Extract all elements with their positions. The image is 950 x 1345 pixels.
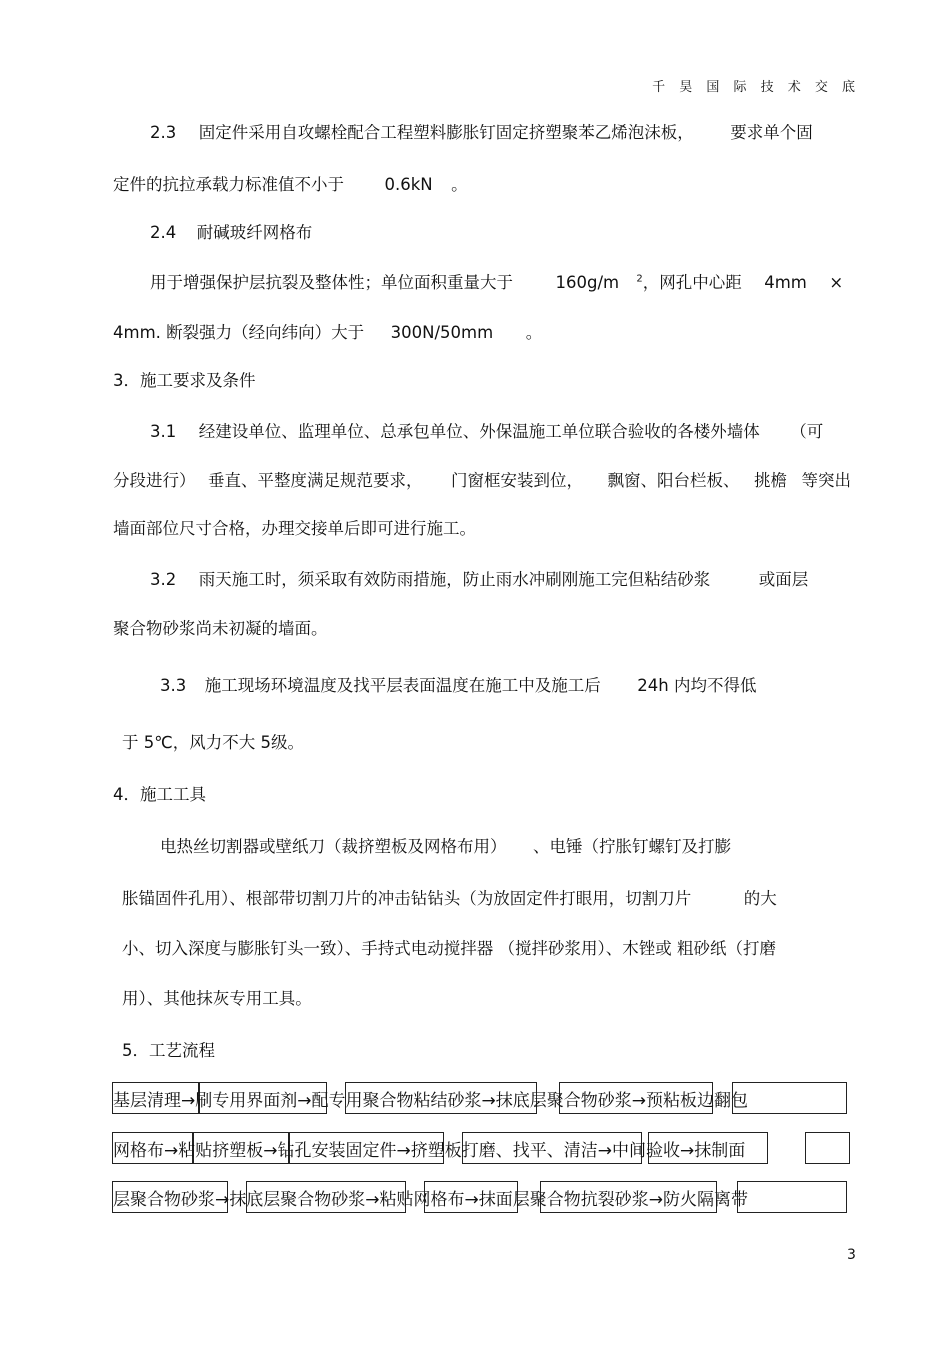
s2-3-line2 [113, 174, 468, 196]
s2-4-p2-a: 4mm. 断裂强力（经向纬向）大于 [113, 323, 365, 342]
s2-3-line1 [150, 122, 813, 144]
s3-1-line2 [113, 470, 851, 492]
header-company: 千 昊 国 际 技 术 交 底 [652, 80, 860, 95]
s2-4-p1-e: × [829, 273, 844, 292]
s4-line2 [122, 888, 777, 910]
s3-1-l2-e: 挑檐 [754, 471, 787, 490]
s3-3-l1-a: 施工现场环境温度及找平层表面温度在施工中及施工后 [204, 676, 601, 695]
s2-4-p1-a: 用于增强保护层抗裂及整体性；单位面积重量大于 [150, 273, 513, 292]
s4-line1 [160, 836, 731, 858]
s4-l2-b: 的大 [743, 889, 777, 908]
s3-1-number: 3.1 [150, 422, 177, 441]
s4-l1-a: 电热丝切割器或壁纸刀（裁挤塑板及网格布用） [160, 837, 507, 856]
s3-3-line2: 于 5℃，风力不大 5级。 [122, 733, 305, 752]
s2-4-title-line [150, 222, 312, 244]
flow-box [805, 1132, 850, 1164]
s2-4-p2-c: 。 [525, 323, 543, 342]
s3-1-l2-c: 门窗框安装到位， [451, 471, 583, 490]
s3-heading: 3．施工要求及条件 [113, 371, 256, 390]
flow-box [737, 1181, 847, 1213]
s2-4-p2-b: 300N/50mm [390, 323, 494, 342]
s3-2-l1-a: 雨天施工时，须采取有效防雨措施，防止雨水冲刷刚施工完但粘结砂浆 [198, 570, 711, 589]
s2-4-number: 2.4 [150, 223, 177, 242]
s2-4-p1-c: ，网孔中心距 [642, 273, 742, 292]
s3-1-l2-a: 分段进行） [113, 471, 196, 490]
s3-3-line1 [160, 675, 756, 697]
s2-3-text-a: 固定件采用自攻螺栓配合工程塑料膨胀钉固定挤塑聚苯乙烯泡沫板， [198, 123, 694, 142]
s3-2-number: 3.2 [150, 570, 177, 589]
flow-line-2: 网格布→粘贴挤塑板→钻孔安装固定件→挤塑板打磨、找平、清洁→中间验收→抹制面 [113, 1141, 746, 1161]
s3-1-l1-a: 经建设单位、监理单位、总承包单位、外保温施工单位联合验收的各楼外墙体 [198, 422, 760, 441]
s4-heading: 4．施工工具 [113, 785, 206, 804]
s2-4-para-line1 [150, 272, 843, 294]
s3-2-l1-b: 或面层 [758, 570, 809, 589]
page-number: 3 [847, 1247, 856, 1263]
s5-heading: 5．工艺流程 [122, 1041, 215, 1060]
flow-box [732, 1082, 847, 1114]
s3-2-line2: 聚合物砂浆尚未初凝的墙面。 [113, 619, 328, 638]
s3-1-line1 [150, 421, 823, 443]
s3-1-line3: 墙面部位尺寸合格，办理交接单后即可进行施工。 [113, 519, 476, 538]
s2-3-text-b: 要求单个固 [730, 123, 813, 142]
s2-3-number: 2.3 [150, 123, 177, 142]
s2-3-line2-a: 定件的抗拉承载力标准值不小于 [113, 175, 344, 194]
s3-3-number: 3.3 [160, 676, 187, 695]
s3-1-l2-f: 等突出 [801, 471, 851, 490]
s2-3-line2-b: 0.6kN [384, 175, 433, 194]
s2-3-line2-c: 。 [451, 175, 468, 194]
flow-line-1: 基层清理→刷专用界面剂→配专用聚合物粘结砂浆→抹底层聚合物砂浆→预粘板边翻包 [113, 1091, 748, 1111]
flow-line-3: 层聚合物砂浆→抹底层聚合物砂浆→粘贴网格布→抹面层聚合物抗裂砂浆→防火隔离带 [113, 1190, 748, 1210]
s3-3-l1-b: 24h 内均不得低 [637, 676, 757, 695]
s2-4-p1-d: 4mm [764, 273, 807, 292]
s2-4-p1-b: 160g/m [555, 273, 620, 292]
s3-1-l2-d: 飘窗、阳台栏板、 [607, 471, 740, 490]
s4-line3: 小、切入深度与膨胀钉头一致）、手持式电动搅拌器 （搅拌砂浆用）、木锉或 粗砂纸（打磨 [122, 939, 776, 958]
s4-l1-b: 、电锤（拧胀钉螺钉及打膨 [533, 837, 731, 856]
superscript-2: 2 [636, 273, 643, 285]
s2-4-para-line2 [113, 322, 542, 344]
s4-l2-a: 胀锚固件孔用）、根部带切割刀片的冲击钻钻头（为放固定件打眼用，切割刀片 [122, 889, 692, 908]
s2-4-title: 耐碱玻纤网格布 [196, 223, 313, 242]
s3-1-l2-b: 垂直、平整度满足规范要求， [208, 471, 423, 490]
s3-1-l1-b: （可 [790, 422, 824, 441]
s3-2-line1 [150, 569, 808, 591]
s4-line4: 用）、其他抹灰专用工具。 [122, 989, 312, 1008]
